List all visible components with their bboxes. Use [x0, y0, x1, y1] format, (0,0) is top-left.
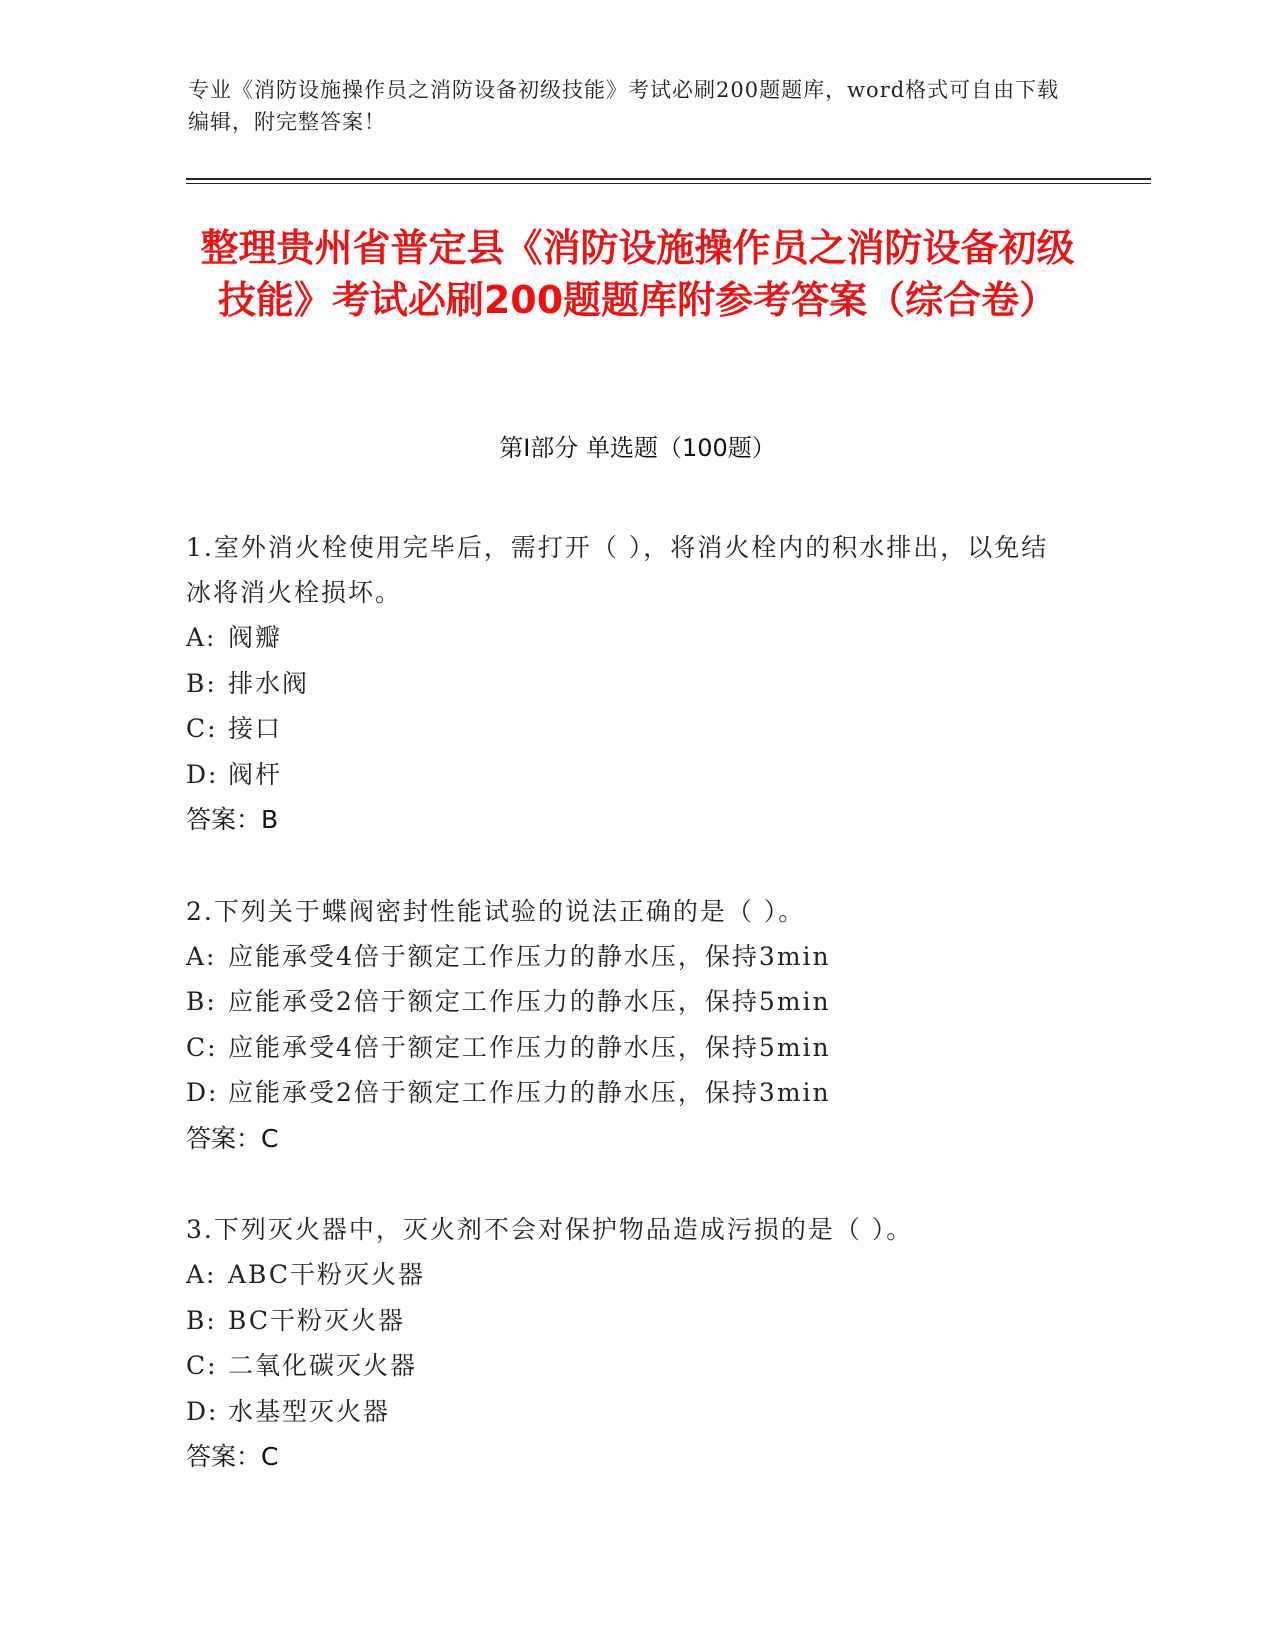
- option-text: 应能承受2倍于额定工作压力的静水压，保持3min: [228, 1078, 831, 1107]
- question-3: [186, 1207, 1066, 1480]
- option-text: 应能承受4倍于额定工作压力的静水压，保持5min: [228, 1032, 831, 1062]
- answer: 答案：C: [186, 1123, 279, 1153]
- option-b: [186, 661, 1066, 707]
- option-c: [186, 1025, 1066, 1071]
- option-b: [186, 1298, 1066, 1344]
- option-text: 阀瓣: [228, 623, 283, 652]
- option-text: 应能承受4倍于额定工作压力的静水压，保持3min: [228, 941, 831, 971]
- option-c: [186, 1343, 1066, 1389]
- question-text: 2.下列关于蝶阀密封性能试验的说法正确的是（ ）。: [186, 896, 806, 926]
- option-key: A:: [186, 1260, 217, 1289]
- option-d: [186, 1389, 1066, 1435]
- option-a: [186, 615, 1066, 661]
- section-title: 第Ⅰ部分 单选题（100题）: [499, 434, 776, 462]
- option-key: C:: [186, 1351, 218, 1380]
- answer: 答案：B: [186, 805, 279, 834]
- answer: 答案：C: [186, 1442, 279, 1471]
- option-text: 应能承受2倍于额定工作压力的静水压，保持5min: [228, 987, 831, 1016]
- question-text: 3.下列灭火器中，灭火剂不会对保护物品造成污损的是（ ）。: [186, 1215, 914, 1244]
- option-key: A:: [186, 941, 217, 971]
- option-key: C:: [186, 1032, 218, 1062]
- header-rule-thin: [186, 183, 1151, 184]
- option-text: 接口: [228, 714, 283, 743]
- option-text: 阀杆: [228, 759, 283, 789]
- option-d: [186, 752, 1066, 798]
- option-text: 排水阀: [228, 668, 310, 698]
- option-a: [186, 1252, 1066, 1298]
- option-key: B:: [186, 668, 217, 698]
- header-rule-thick: [186, 178, 1151, 180]
- option-d: [186, 1070, 1066, 1116]
- option-text: 二氧化碳灭火器: [228, 1351, 418, 1380]
- option-text: ABC干粉灭火器: [228, 1260, 426, 1289]
- question-list: [186, 525, 1066, 1526]
- option-key: B:: [186, 987, 217, 1016]
- option-text: 水基型灭火器: [228, 1396, 391, 1426]
- document-title: 整理贵州省普定县《消防设施操作员之消防设备初级技能》考试必刷200题题库附参考答案（综合卷）: [200, 226, 1075, 322]
- option-key: D:: [186, 759, 219, 789]
- question-text: 1.室外消火栓使用完毕后，需打开（ ），将消火栓内的积水排出，以免结冰将消火栓损坏。: [186, 533, 1049, 607]
- option-b: [186, 979, 1066, 1025]
- option-a: [186, 934, 1066, 980]
- question-2: [186, 889, 1066, 1162]
- option-key: D:: [186, 1078, 219, 1107]
- option-key: C:: [186, 714, 218, 743]
- option-key: A:: [186, 623, 217, 652]
- option-text: BC干粉灭火器: [228, 1305, 405, 1335]
- question-1: [186, 525, 1066, 843]
- option-key: B:: [186, 1305, 217, 1335]
- option-c: [186, 706, 1066, 752]
- option-key: D:: [186, 1396, 219, 1426]
- header-note: 专业《消防设施操作员之消防设备初级技能》考试必刷200题题库，word格式可自由下载编辑，附完整答案！: [188, 78, 1060, 134]
